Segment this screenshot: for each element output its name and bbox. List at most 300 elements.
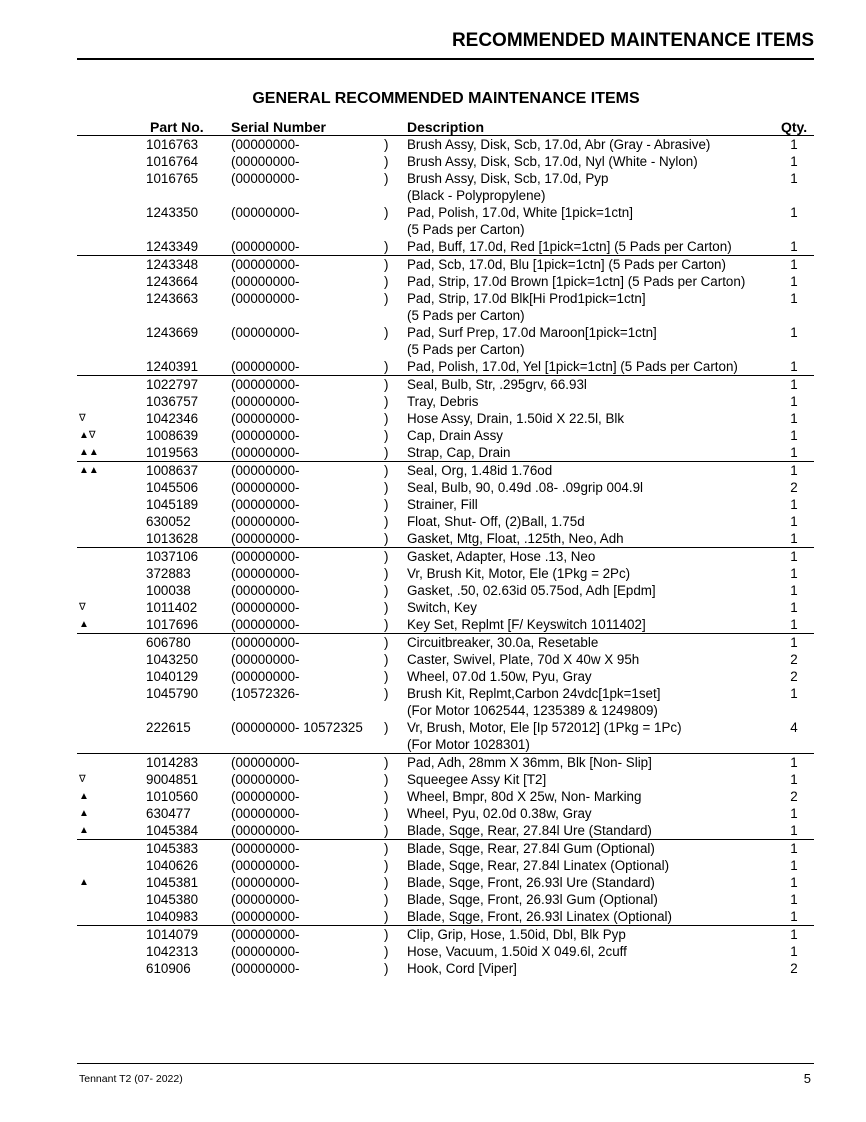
part-number: 630052 — [146, 514, 191, 529]
quantity: 1 — [790, 617, 798, 632]
quantity: 1 — [790, 531, 798, 546]
quantity: 1 — [790, 909, 798, 924]
description-line: Vr, Brush Kit, Motor, Ele (1Pkg = 2Pc) — [407, 566, 631, 581]
serial-close-paren: ) — [384, 531, 389, 546]
quantity: 1 — [790, 445, 798, 460]
serial-number: (00000000- — [231, 858, 300, 873]
footer-rule — [77, 1063, 814, 1064]
description-line: Strainer, Fill — [407, 497, 478, 512]
part-number: 1040626 — [146, 858, 199, 873]
parts-table — [0, 136, 866, 977]
description-line: Hose Assy, Drain, 1.50id X 22.5l, Blk — [407, 411, 625, 426]
quantity: 4 — [790, 720, 798, 735]
part-number: 372883 — [146, 566, 191, 581]
serial-number: (00000000- — [231, 205, 300, 220]
serial-close-paren: ) — [384, 137, 389, 152]
description-line: Circuitbreaker, 30.0a, Resetable — [407, 635, 599, 650]
description — [407, 960, 777, 977]
serial-number: (00000000- — [231, 806, 300, 821]
serial-number: (00000000- — [231, 892, 300, 907]
serial-close-paren: ) — [384, 549, 389, 564]
serial-close-paren: ) — [384, 720, 389, 735]
part-number: 1243669 — [146, 325, 199, 340]
table-row — [0, 479, 866, 496]
quantity: 2 — [790, 789, 798, 804]
description — [407, 874, 777, 891]
quantity: 1 — [790, 463, 798, 478]
table-row — [0, 513, 866, 530]
quantity: 1 — [790, 823, 798, 838]
part-number: 1043250 — [146, 652, 199, 667]
description — [407, 788, 777, 805]
quantity: 1 — [790, 806, 798, 821]
description — [407, 771, 777, 788]
quantity: 1 — [790, 291, 798, 306]
serial-close-paren: ) — [384, 463, 389, 478]
table-row — [0, 410, 866, 427]
table-row — [0, 857, 866, 874]
part-number: 1045381 — [146, 875, 199, 890]
description-line: Pad, Strip, 17.0d Blk[Hi Prod1pick=1ctn] — [407, 291, 646, 306]
quantity: 1 — [790, 772, 798, 787]
serial-close-paren: ) — [384, 909, 389, 924]
part-number: 1008637 — [146, 463, 199, 478]
table-row — [77, 461, 814, 479]
serial-close-paren: ) — [384, 789, 389, 804]
quantity: 1 — [790, 635, 798, 650]
serial-number: (00000000- — [231, 239, 300, 254]
serial-close-paren: ) — [384, 154, 389, 169]
description-line: Wheel, Bmpr, 80d X 25w, Non- Marking — [407, 789, 642, 804]
description — [407, 943, 777, 960]
description — [407, 496, 777, 513]
quantity: 1 — [790, 497, 798, 512]
description-line: (5 Pads per Carton) — [407, 222, 525, 237]
part-number: 1045189 — [146, 497, 199, 512]
serial-number: (00000000- — [231, 772, 300, 787]
description-line: Blade, Sqge, Rear, 27.84l Linatex (Optional) — [407, 858, 670, 873]
table-row — [77, 839, 814, 857]
row-marker-symbol: ∇ — [79, 774, 86, 785]
description-line: Blade, Sqge, Front, 26.93l Gum (Optional) — [407, 892, 658, 907]
serial-close-paren: ) — [384, 274, 389, 289]
serial-close-paren: ) — [384, 445, 389, 460]
serial-close-paren: ) — [384, 686, 389, 701]
serial-close-paren: ) — [384, 875, 389, 890]
description — [407, 616, 777, 633]
row-marker-symbol: ▲ — [79, 825, 89, 836]
serial-number: (00000000- — [231, 394, 300, 409]
description — [407, 599, 777, 616]
part-number: 1045380 — [146, 892, 199, 907]
part-number: 1243664 — [146, 274, 199, 289]
description-line: Seal, Bulb, Str, .295grv, 66.93l — [407, 377, 587, 392]
part-number: 1045790 — [146, 686, 199, 701]
part-number: 1014079 — [146, 927, 199, 942]
quantity: 1 — [790, 583, 798, 598]
part-number: 1040129 — [146, 669, 199, 684]
header-rule — [77, 58, 814, 60]
serial-close-paren: ) — [384, 961, 389, 976]
description-line: Pad, Polish, 17.0d, White [1pick=1ctn] — [407, 205, 633, 220]
serial-number: (00000000- — [231, 497, 300, 512]
description — [407, 290, 777, 324]
serial-number: (00000000- — [231, 531, 300, 546]
part-number: 1017696 — [146, 617, 199, 632]
description — [407, 857, 777, 874]
part-number: 1016765 — [146, 171, 199, 186]
serial-close-paren: ) — [384, 205, 389, 220]
description-line: Gasket, .50, 02.63id 05.75od, Adh [Epdm] — [407, 583, 656, 598]
quantity: 2 — [790, 480, 798, 495]
serial-number: (00000000- — [231, 944, 300, 959]
quantity: 1 — [790, 875, 798, 890]
quantity: 1 — [790, 514, 798, 529]
row-marker-symbol: ▲ — [79, 808, 89, 819]
quantity: 1 — [790, 892, 798, 907]
table-row — [0, 290, 866, 324]
part-number: 1010560 — [146, 789, 199, 804]
table-row — [0, 668, 866, 685]
table-row — [0, 822, 866, 839]
description-line: Float, Shut- Off, (2)Ball, 1.75d — [407, 514, 585, 529]
serial-close-paren: ) — [384, 635, 389, 650]
part-number: 1016764 — [146, 154, 199, 169]
serial-close-paren: ) — [384, 359, 389, 374]
serial-number: (00000000- — [231, 154, 300, 169]
table-row — [0, 136, 866, 153]
table-row — [77, 375, 814, 393]
column-header-description: Description — [407, 119, 485, 135]
description-line: (5 Pads per Carton) — [407, 308, 525, 323]
description — [407, 170, 777, 204]
part-number: 610906 — [146, 961, 191, 976]
quantity: 1 — [790, 325, 798, 340]
description-line: Tray, Debris — [407, 394, 479, 409]
serial-close-paren: ) — [384, 291, 389, 306]
description — [407, 530, 777, 547]
description — [407, 358, 777, 375]
serial-close-paren: ) — [384, 944, 389, 959]
serial-close-paren: ) — [384, 239, 389, 254]
serial-close-paren: ) — [384, 480, 389, 495]
description-line: (Black - Polypropylene) — [407, 188, 546, 203]
part-number: 630477 — [146, 806, 191, 821]
serial-number: (00000000- — [231, 617, 300, 632]
serial-number: (00000000- — [231, 428, 300, 443]
quantity: 1 — [790, 944, 798, 959]
serial-number: (00000000- — [231, 566, 300, 581]
page-number: 5 — [803, 1071, 811, 1086]
part-number: 1240391 — [146, 359, 199, 374]
table-row — [0, 874, 866, 891]
column-header-part-no: Part No. — [150, 119, 204, 135]
table-row — [0, 530, 866, 547]
description-line: Cap, Drain Assy — [407, 428, 504, 443]
description — [407, 153, 777, 170]
description — [407, 754, 777, 771]
serial-close-paren: ) — [384, 841, 389, 856]
part-number: 1243663 — [146, 291, 199, 306]
serial-close-paren: ) — [384, 669, 389, 684]
description — [407, 685, 777, 719]
table-row — [0, 393, 866, 410]
table-row — [0, 685, 866, 719]
section-title: GENERAL RECOMMENDED MAINTENANCE ITEMS — [252, 90, 640, 107]
quantity: 1 — [790, 927, 798, 942]
description-line: Brush Assy, Disk, Scb, 17.0d, Nyl (White - Nylon) — [407, 154, 698, 169]
description-line: Squeegee Assy Kit [T2] — [407, 772, 547, 787]
serial-number: (00000000- — [231, 961, 300, 976]
description-line: Pad, Strip, 17.0d Brown [1pick=1ctn] (5 Pads per Carton) — [407, 274, 746, 289]
serial-number: (00000000- — [231, 411, 300, 426]
description — [407, 238, 777, 255]
part-number: 1013628 — [146, 531, 199, 546]
description — [407, 136, 777, 153]
serial-number: (00000000- — [231, 652, 300, 667]
description — [407, 462, 777, 479]
serial-close-paren: ) — [384, 755, 389, 770]
part-number: 1045383 — [146, 841, 199, 856]
description — [407, 822, 777, 839]
description-line: Pad, Scb, 17.0d, Blu [1pick=1ctn] (5 Pads per Carton) — [407, 257, 726, 272]
serial-number: (00000000- — [231, 480, 300, 495]
description-line: Blade, Sqge, Rear, 27.84l Gum (Optional) — [407, 841, 655, 856]
description-line: Pad, Adh, 28mm X 36mm, Blk [Non- Slip] — [407, 755, 652, 770]
table-row — [0, 719, 866, 753]
serial-number: (00000000- — [231, 789, 300, 804]
serial-close-paren: ) — [384, 411, 389, 426]
quantity: 1 — [790, 274, 798, 289]
description — [407, 651, 777, 668]
row-marker-symbol: ▲▲ — [79, 447, 99, 458]
column-header-serial-number: Serial Number — [231, 119, 326, 135]
row-marker-symbol: ▲▲ — [79, 465, 99, 476]
description-line: Key Set, Replmt [F/ Keyswitch 1011402] — [407, 617, 646, 632]
row-marker-symbol: ∇ — [79, 413, 86, 424]
part-number: 1042346 — [146, 411, 199, 426]
serial-number: (00000000- — [231, 291, 300, 306]
serial-close-paren: ) — [384, 377, 389, 392]
quantity: 1 — [790, 755, 798, 770]
serial-close-paren: ) — [384, 772, 389, 787]
serial-close-paren: ) — [384, 583, 389, 598]
serial-close-paren: ) — [384, 428, 389, 443]
serial-number: (00000000- — [231, 445, 300, 460]
description-line: Pad, Surf Prep, 17.0d Maroon[1pick=1ctn] — [407, 325, 657, 340]
table-row — [0, 170, 866, 204]
description — [407, 891, 777, 908]
serial-number: (00000000- — [231, 841, 300, 856]
serial-number: (00000000- — [231, 274, 300, 289]
serial-close-paren: ) — [384, 823, 389, 838]
description — [407, 427, 777, 444]
description-line: (For Motor 1062544, 1235389 & 1249809) — [407, 703, 658, 718]
quantity: 1 — [790, 359, 798, 374]
row-marker-symbol: ∇ — [79, 602, 86, 613]
description-line: Vr, Brush, Motor, Ele [Ip 572012] (1Pkg = 1Pc) — [407, 720, 682, 735]
description-line: Blade, Sqge, Rear, 27.84l Ure (Standard) — [407, 823, 652, 838]
part-number: 1243349 — [146, 239, 199, 254]
quantity: 1 — [790, 205, 798, 220]
part-number: 1040983 — [146, 909, 199, 924]
description-line: Hose, Vacuum, 1.50id X 049.6l, 2cuff — [407, 944, 627, 959]
part-number: 1016763 — [146, 137, 199, 152]
serial-close-paren: ) — [384, 600, 389, 615]
serial-number: (00000000- — [231, 583, 300, 598]
serial-close-paren: ) — [384, 652, 389, 667]
quantity: 1 — [790, 566, 798, 581]
description — [407, 719, 777, 753]
description-line: Seal, Org, 1.48id 1.76od — [407, 463, 553, 478]
table-row — [0, 358, 866, 375]
table-row — [77, 753, 814, 771]
quantity: 1 — [790, 257, 798, 272]
table-row — [0, 565, 866, 582]
part-number: 1019563 — [146, 445, 199, 460]
description-line: Caster, Swivel, Plate, 70d X 40w X 95h — [407, 652, 640, 667]
description — [407, 204, 777, 238]
description-line: Switch, Key — [407, 600, 477, 615]
part-number: 1008639 — [146, 428, 199, 443]
table-row — [77, 255, 814, 273]
serial-number: (00000000- — [231, 514, 300, 529]
quantity: 1 — [790, 239, 798, 254]
serial-close-paren: ) — [384, 497, 389, 512]
quantity: 1 — [790, 686, 798, 701]
part-number: 1014283 — [146, 755, 199, 770]
part-number: 1037106 — [146, 549, 199, 564]
quantity: 1 — [790, 137, 798, 152]
quantity: 2 — [790, 669, 798, 684]
description-line: Brush Assy, Disk, Scb, 17.0d, Pyp — [407, 171, 609, 186]
serial-number: (00000000- — [231, 909, 300, 924]
description-line: Wheel, Pyu, 02.0d 0.38w, Gray — [407, 806, 592, 821]
description — [407, 273, 777, 290]
row-marker-symbol: ▲∇ — [79, 430, 96, 441]
serial-number: (00000000- — [231, 635, 300, 650]
quantity: 1 — [790, 411, 798, 426]
table-row — [0, 771, 866, 788]
description — [407, 410, 777, 427]
page-header-title: RECOMMENDED MAINTENANCE ITEMS — [451, 30, 814, 51]
serial-close-paren: ) — [384, 892, 389, 907]
description — [407, 513, 777, 530]
serial-number: (00000000- — [231, 875, 300, 890]
part-number: 9004851 — [146, 772, 199, 787]
quantity: 1 — [790, 154, 798, 169]
serial-number: (00000000- — [231, 325, 300, 340]
part-number: 222615 — [146, 720, 191, 735]
description — [407, 376, 777, 393]
serial-number: (00000000- — [231, 669, 300, 684]
quantity: 2 — [790, 961, 798, 976]
quantity: 2 — [790, 652, 798, 667]
table-row — [0, 496, 866, 513]
quantity: 1 — [790, 858, 798, 873]
serial-close-paren: ) — [384, 171, 389, 186]
serial-number: (00000000- — [231, 600, 300, 615]
description — [407, 908, 777, 925]
table-row — [0, 238, 866, 255]
table-row — [0, 960, 866, 977]
serial-number: (00000000- — [231, 257, 300, 272]
serial-number: (00000000- — [231, 823, 300, 838]
part-number: 1045384 — [146, 823, 199, 838]
serial-number: (00000000- — [231, 549, 300, 564]
row-marker-symbol: ▲ — [79, 877, 89, 888]
description — [407, 634, 777, 651]
serial-number: (00000000- — [231, 927, 300, 942]
description — [407, 256, 777, 273]
description-line: Wheel, 07.0d 1.50w, Pyu, Gray — [407, 669, 592, 684]
table-row — [0, 427, 866, 444]
quantity: 1 — [790, 600, 798, 615]
description — [407, 668, 777, 685]
description — [407, 805, 777, 822]
part-number: 1022797 — [146, 377, 199, 392]
row-marker-symbol: ▲ — [79, 619, 89, 630]
serial-close-paren: ) — [384, 566, 389, 581]
serial-close-paren: ) — [384, 325, 389, 340]
table-row — [0, 891, 866, 908]
row-marker-symbol: ▲ — [79, 791, 89, 802]
table-row — [0, 153, 866, 170]
description — [407, 548, 777, 565]
footer-document-id: Tennant T2 (07- 2022) — [79, 1073, 183, 1085]
serial-number: (00000000- — [231, 755, 300, 770]
part-number: 1045506 — [146, 480, 199, 495]
description-line: Clip, Grip, Hose, 1.50id, Dbl, Blk Pyp — [407, 927, 626, 942]
quantity: 1 — [790, 549, 798, 564]
description-line: Pad, Buff, 17.0d, Red [1pick=1ctn] (5 Pads per Carton) — [407, 239, 732, 254]
description-line: Brush Assy, Disk, Scb, 17.0d, Abr (Gray - Abrasive) — [407, 137, 711, 152]
description — [407, 324, 777, 358]
table-row — [0, 582, 866, 599]
description — [407, 840, 777, 857]
description-line: Blade, Sqge, Front, 26.93l Linatex (Optional) — [407, 909, 672, 924]
serial-number: (10572326- — [231, 686, 300, 701]
serial-number: (00000000- — [231, 463, 300, 478]
description — [407, 565, 777, 582]
description-line: (5 Pads per Carton) — [407, 342, 525, 357]
description-line: (For Motor 1028301) — [407, 737, 530, 752]
table-row — [0, 943, 866, 960]
description-line: Gasket, Adapter, Hose .13, Neo — [407, 549, 596, 564]
serial-close-paren: ) — [384, 806, 389, 821]
serial-close-paren: ) — [384, 257, 389, 272]
part-number: 606780 — [146, 635, 191, 650]
table-row — [0, 273, 866, 290]
table-row — [0, 444, 866, 461]
table-row — [0, 204, 866, 238]
table-row — [0, 651, 866, 668]
description-line: Pad, Polish, 17.0d, Yel [1pick=1ctn] (5 Pads per Carton) — [407, 359, 738, 374]
quantity: 1 — [790, 171, 798, 186]
description-line: Brush Kit, Replmt,Carbon 24vdc[1pk=1set] — [407, 686, 661, 701]
table-row — [0, 616, 866, 633]
part-number: 1011402 — [146, 600, 198, 615]
description — [407, 444, 777, 461]
serial-close-paren: ) — [384, 858, 389, 873]
table-row — [77, 547, 814, 565]
part-number: 100038 — [146, 583, 191, 598]
description-line: Seal, Bulb, 90, 0.49d .08- .09grip 004.9l — [407, 480, 643, 495]
quantity: 1 — [790, 394, 798, 409]
quantity: 1 — [790, 428, 798, 443]
description — [407, 582, 777, 599]
serial-close-paren: ) — [384, 514, 389, 529]
